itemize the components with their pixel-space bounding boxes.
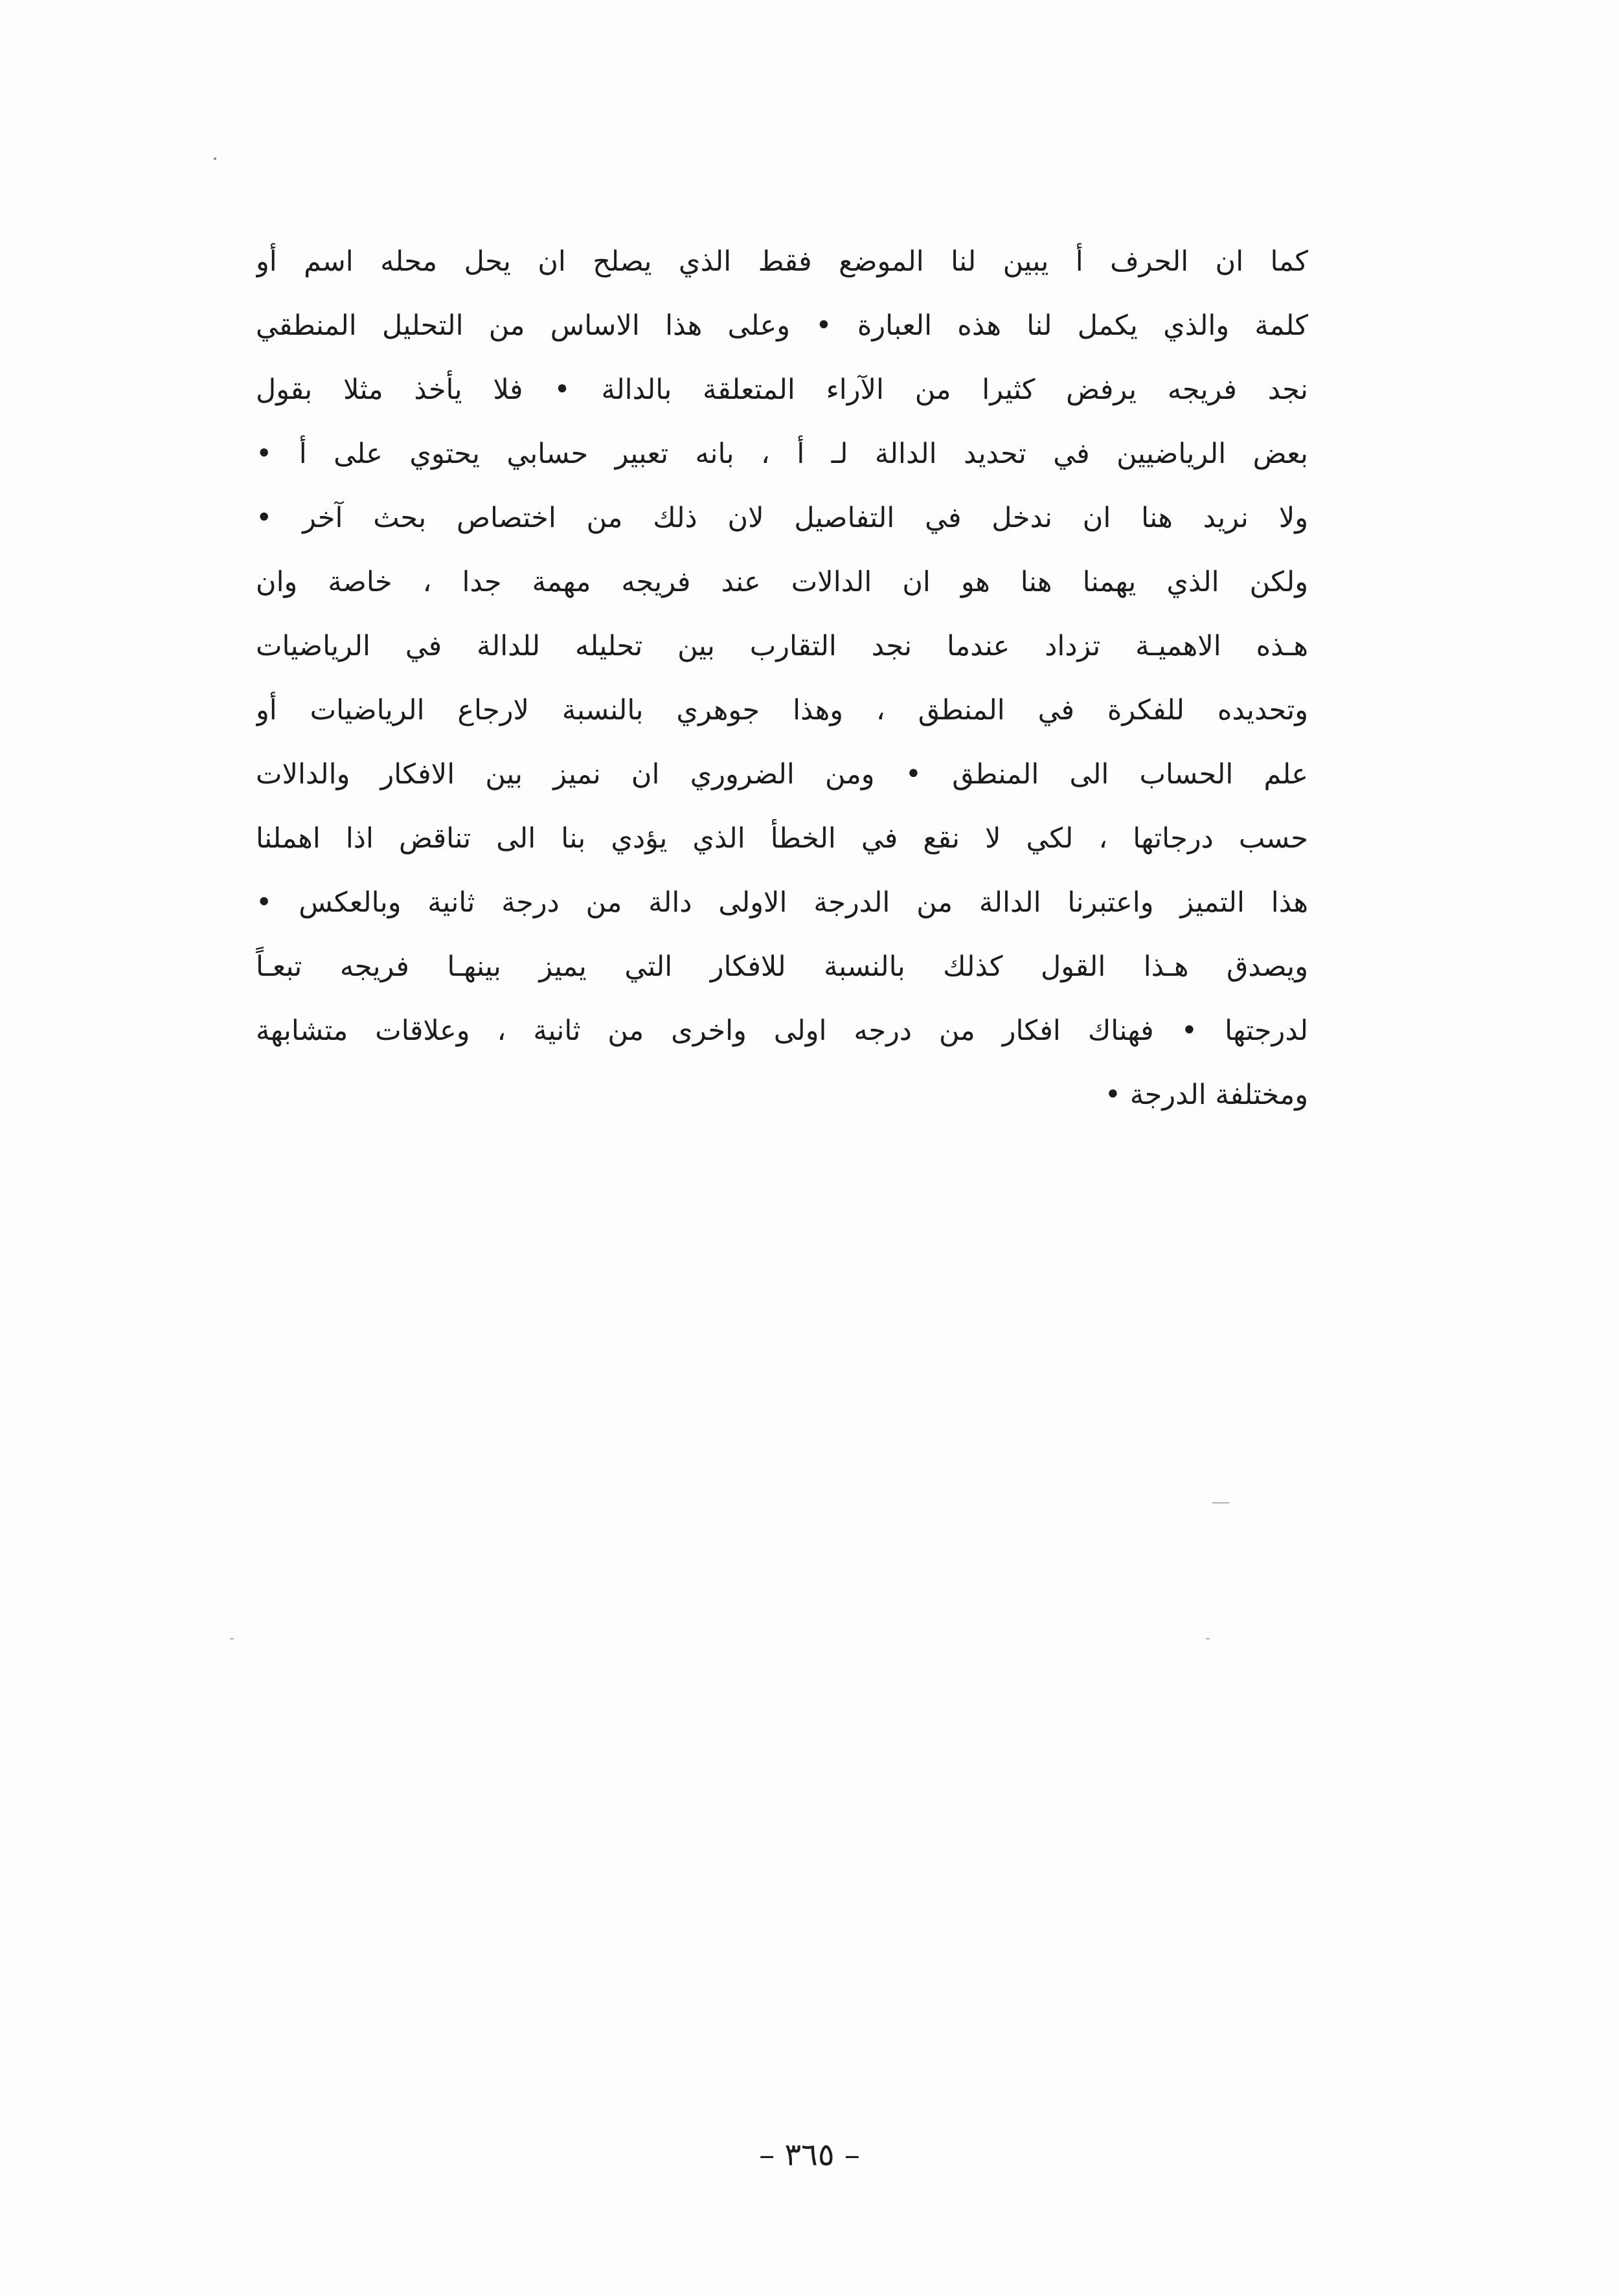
text-line: ولا نريد هنا ان ندخل في التفاصيل لان ذلك من اختصاص بحث آخر • [256, 502, 1308, 534]
text-line: علم الحساب الى المنطق • ومن الضروري ان نميز بين الافكار والدالات [256, 758, 1308, 791]
text-line: كلمة والذي يكمل لنا هذه العبارة • وعلى هذا الاساس من التحليل المنطقي [256, 310, 1308, 342]
text-line: وتحديده للفكرة في المنطق ، وهذا جوهري بالنسبة لارجاع الرياضيات أو [256, 694, 1308, 726]
text-line: كما ان الحرف أ يبين لنا الموضع فقط الذي يصلح ان يحل محله اسم أو [256, 245, 1308, 278]
scan-speck [214, 157, 216, 160]
page-number: – ٣٦٥ – [759, 2137, 860, 2173]
text-line: هـذه الاهميـة تزداد عندما نجد التقارب بين تحليله للدالة في الرياضيات [256, 630, 1308, 662]
text-line: حسب درجاتها ، لكي لا نقع في الخطأ الذي يؤدي بنا الى تناقض اذا اهملنا [256, 822, 1308, 855]
body-paragraph [256, 230, 1308, 1127]
text-line: نجد فريجه يرفض كثيرا من الآراء المتعلقة بالدالة • فلا يأخذ مثلا بقول [256, 374, 1308, 406]
text-line: ولكن الذي يهمنا هنا هو ان الدالات عند فريجه مهمة جدا ، خاصة وان [256, 566, 1308, 598]
scan-mark [1206, 1638, 1210, 1639]
text-line: ومختلفة الدرجة • [1104, 1079, 1308, 1111]
text-line: لدرجتها • فهناك افكار من درجه اولى واخرى من ثانية ، وعلاقات متشابهة [256, 1015, 1308, 1047]
text-line: بعض الرياضيين في تحديد الدالة لـ أ ، بانه تعبير حسابي يحتوي على أ • [256, 438, 1308, 470]
scan-mark [1212, 1502, 1229, 1503]
text-line: ويصدق هـذا القول كذلك بالنسبة للافكار التي يميز بينهـا فريجه تبعـاً [256, 951, 1308, 983]
text-line: هذا التميز واعتبرنا الدالة من الدرجة الاولى دالة من درجة ثانية وبالعكس • [256, 886, 1308, 919]
scan-mark [230, 1638, 234, 1639]
